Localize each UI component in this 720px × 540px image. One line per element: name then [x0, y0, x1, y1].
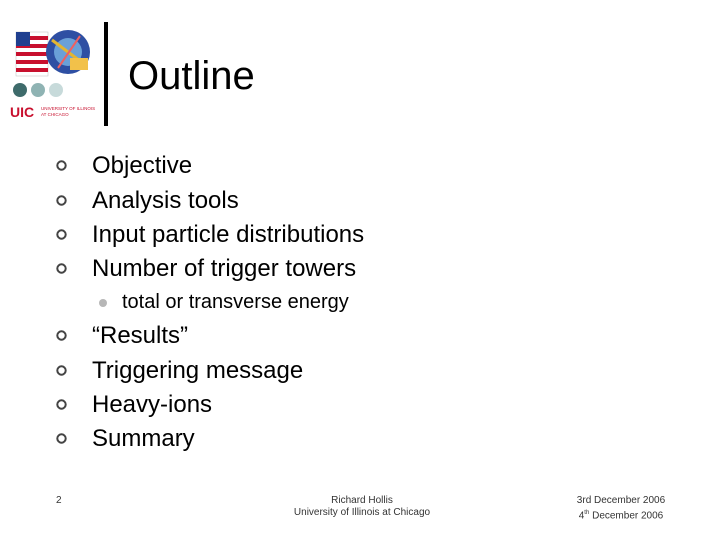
bullet-ring-icon	[56, 330, 67, 341]
logo-subtext-2: AT CHICAGO	[41, 112, 69, 117]
slide-title: Outline	[128, 54, 255, 98]
logo-text: UIC	[10, 104, 35, 120]
logo-subtext-1: UNIVERSITY OF ILLINOIS	[41, 106, 96, 111]
bullet-item: Number of trigger towers	[92, 255, 357, 282]
bullet-item: “Results”	[92, 322, 189, 349]
bullet-item: Summary	[92, 425, 195, 452]
footer-date-2-suffix: December 2006	[589, 510, 664, 522]
footer-date-1: 3rd December 2006	[576, 495, 666, 506]
footer-author: Richard Hollis	[331, 495, 393, 506]
bullet-ring-icon	[56, 195, 67, 206]
bullet-item: Objective	[92, 152, 193, 179]
sub-bullet-item: total or transverse energy	[122, 291, 349, 313]
footer-author-block	[262, 495, 462, 519]
footer-date-2	[556, 507, 686, 522]
footer-date-2-sup: th	[584, 510, 590, 516]
bullet-ring-icon	[56, 263, 67, 274]
bullet-ring-icon	[56, 365, 67, 376]
bullet-ring-icon	[56, 229, 67, 240]
page-number: 2	[56, 495, 62, 506]
bullet-item: Heavy-ions	[92, 391, 213, 418]
bullet-ring-icon	[56, 160, 67, 171]
footer-date-2-prefix: 4	[578, 510, 585, 522]
bullet-item: Input particle distributions	[92, 221, 365, 248]
bullet-ring-icon	[56, 399, 67, 410]
bullet-item: Analysis tools	[92, 187, 239, 214]
sub-bullet-dot-icon	[99, 299, 107, 307]
footer-affiliation: University of Illinois at Chicago	[293, 507, 431, 518]
bullet-ring-icon	[56, 433, 67, 444]
footer-dates	[556, 495, 686, 522]
bullet-item: Triggering message	[92, 357, 304, 384]
